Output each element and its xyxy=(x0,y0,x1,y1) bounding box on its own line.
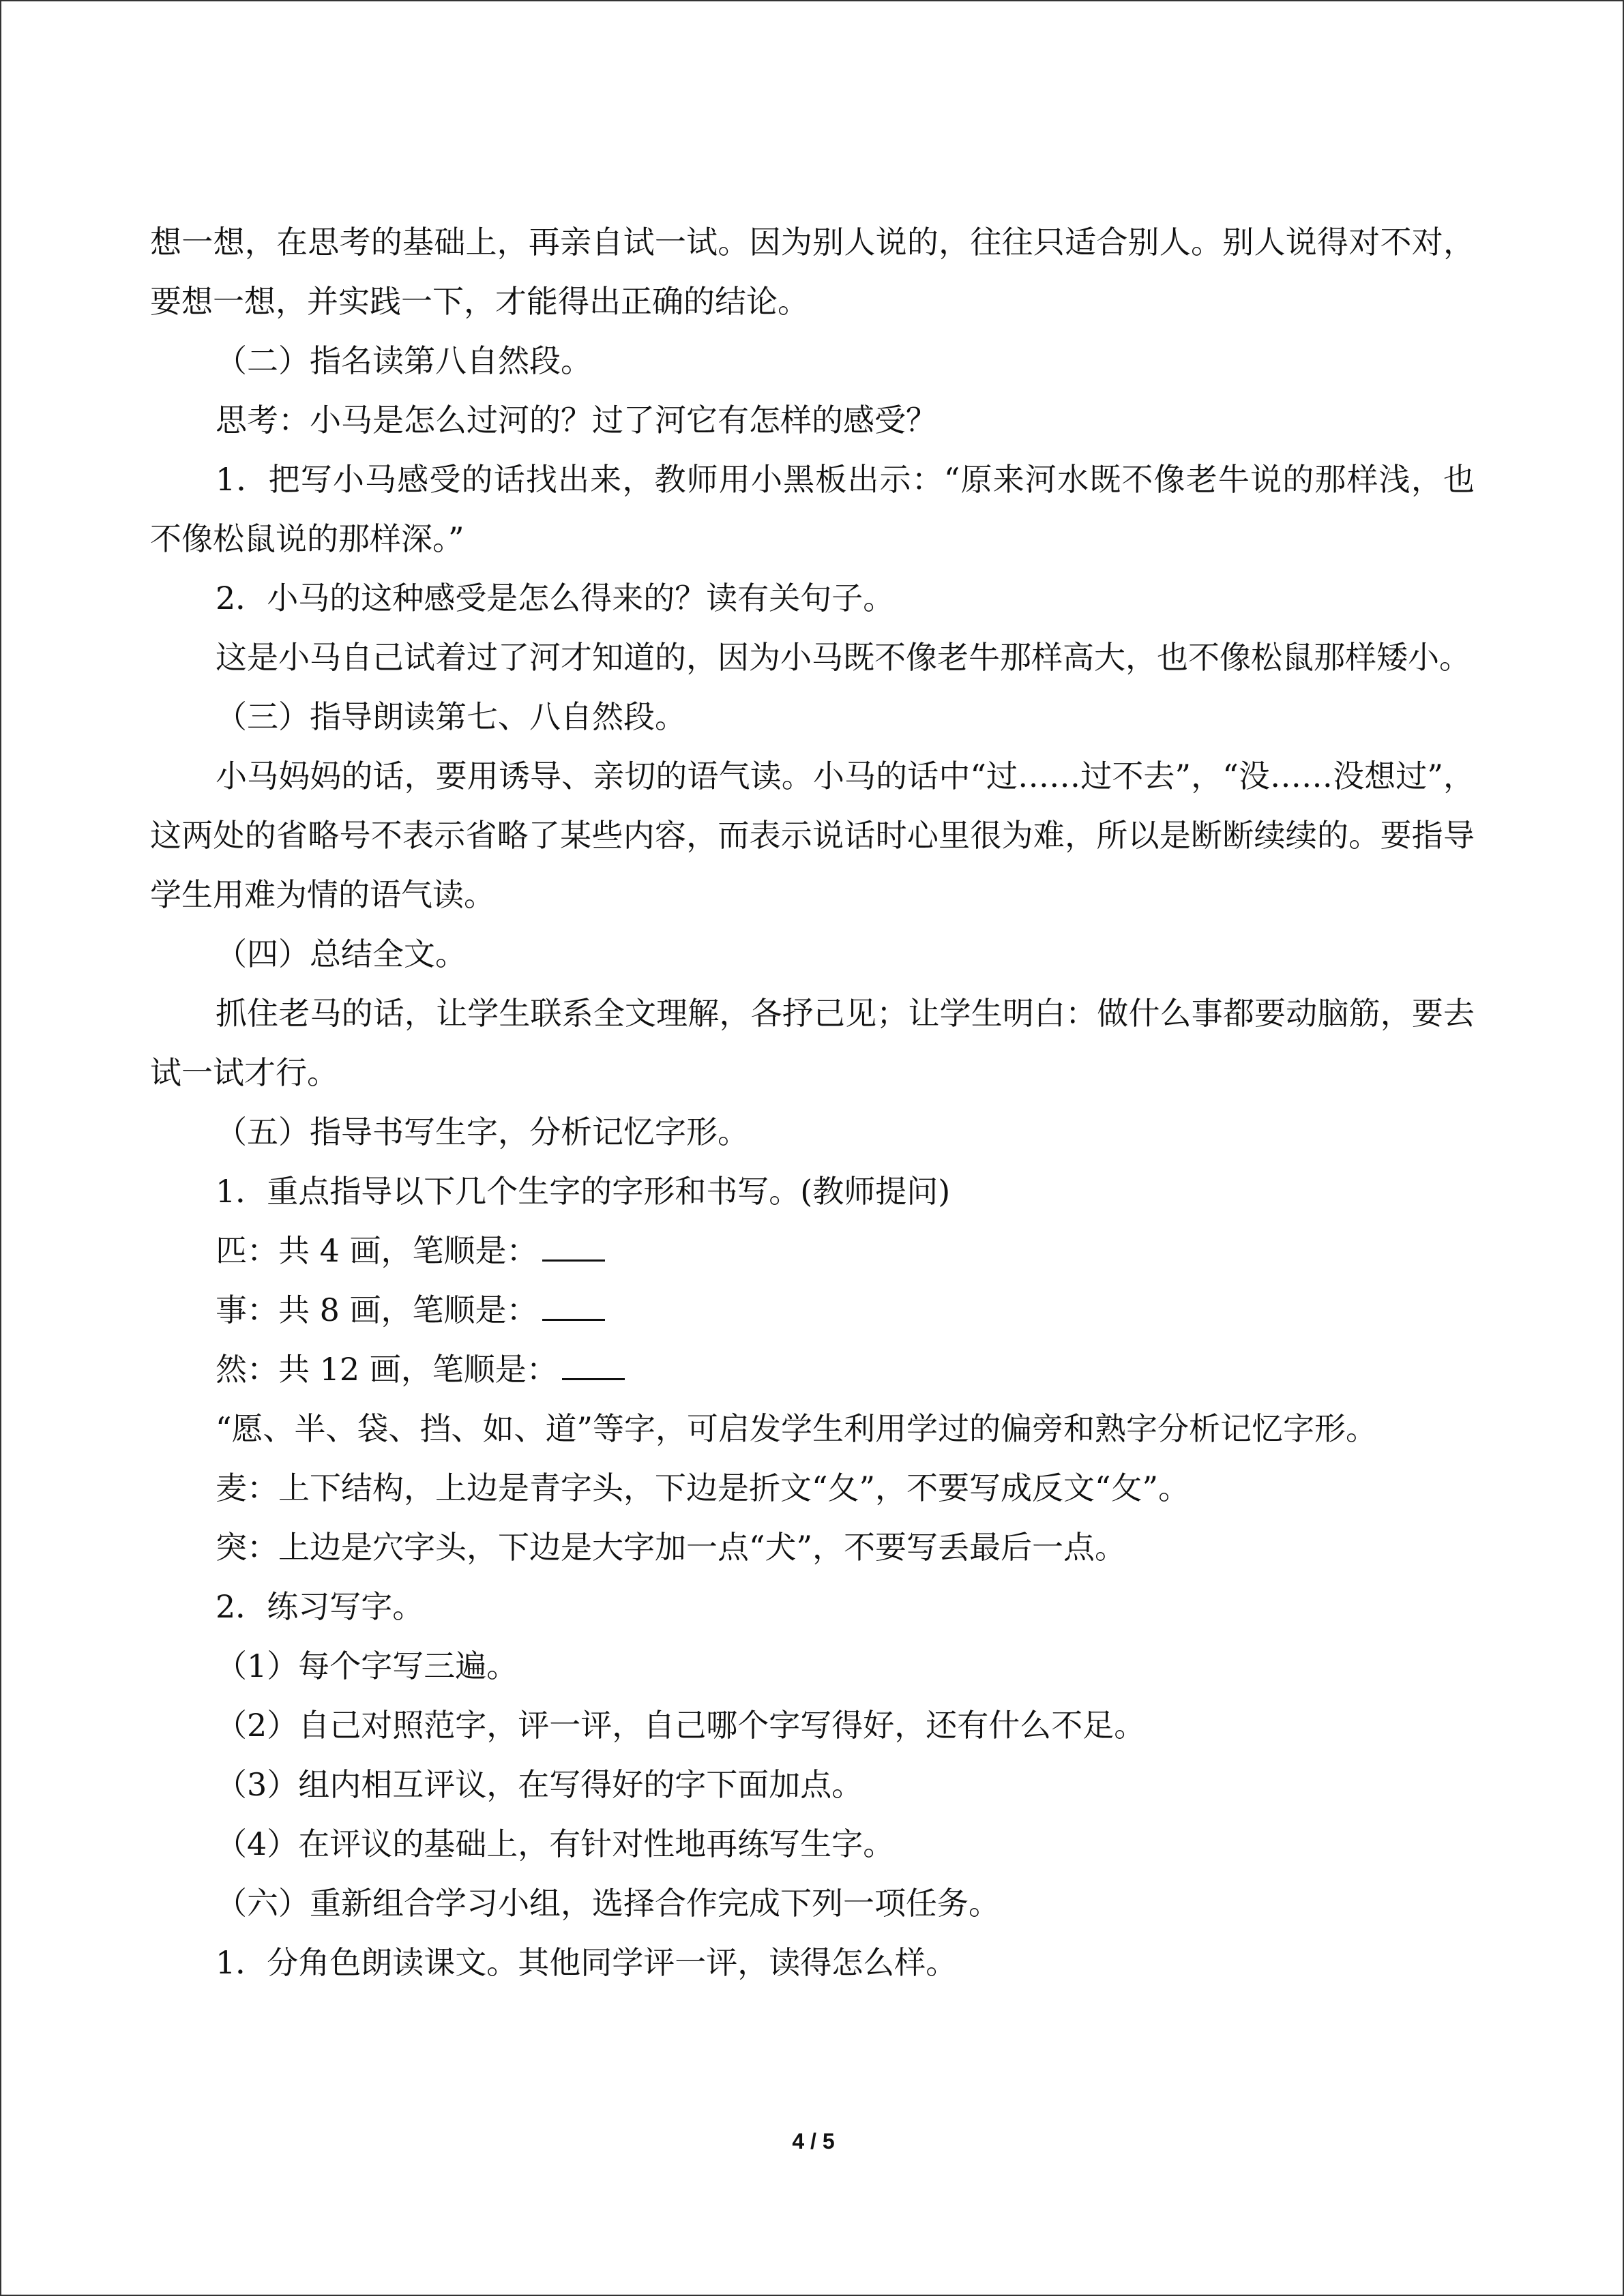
paragraph-question: 思考：小马是怎么过河的？过了河它有怎样的感受？ xyxy=(216,402,937,438)
stroke-order-text-ran: 然：共 12 画，笔顺是： xyxy=(216,1351,558,1388)
section-heading-6: （六）重新组合学习小组，选择合作完成下列一项任务。 xyxy=(216,1885,1000,1922)
paragraph-character-tu: 突：上边是穴字头，下边是大字加一点“犬”，不要写丢最后一点。 xyxy=(216,1529,1127,1566)
page-number: 4 / 5 xyxy=(792,2129,835,2153)
stroke-order-text-pi: 匹：共 4 画，笔顺是： xyxy=(216,1232,538,1269)
paragraph-character-analysis: “愿、半、袋、挡、如、道”等字，可启发学生利用学过的偏旁和熟字分析记忆字形。 xyxy=(216,1410,1378,1447)
section-heading-2: （二）指名读第八自然段。 xyxy=(216,342,592,379)
paragraph-task-1: 1．分角色朗读课文。其他同学评一评，读得怎么样。 xyxy=(216,1944,958,1981)
section-heading-4: （四）总结全文。 xyxy=(216,936,467,972)
paragraph-reading-guide: 小马妈妈的话，要用诱导、亲切的语气读。小马的话中“过……过不去”，“没……没想过”，这两处的省略号不表示省略了某些内容，而表示说话时心里很为难，所以是断断续续的。要指导学生用难为情的语气读。 xyxy=(150,758,1475,913)
practice-step-2: （2）自己对照范字，评一评，自己哪个字写得好，还有什么不足。 xyxy=(216,1707,1146,1744)
blank-line xyxy=(542,1292,605,1321)
paragraph-continuation: 想一想，在思考的基础上，再亲自试一试。因为别人说的，往往只适合别人。别人说得对不对，要想一想，并实践一下，才能得出正确的结论。 xyxy=(150,224,1475,320)
section-heading-3: （三）指导朗读第七、八自然段。 xyxy=(216,698,686,735)
paragraph-writing-item-1: 1．重点指导以下几个生字的字形和书写。(教师提问) xyxy=(216,1173,951,1210)
practice-step-4: （4）在评议的基础上，有针对性地再练写生字。 xyxy=(216,1825,895,1862)
document-body xyxy=(150,213,1475,1993)
stroke-order-line-shi xyxy=(150,1281,1475,1340)
stroke-order-line-ran xyxy=(150,1340,1475,1399)
paragraph-character-mai: 麦：上下结构，上边是青字头，下边是折文“夂”，不要写成反文“攵”。 xyxy=(216,1470,1190,1506)
section-heading-5: （五）指导书写生字，分析记忆字形。 xyxy=(216,1114,749,1150)
stroke-order-text-shi: 事：共 8 画，笔顺是： xyxy=(216,1292,538,1328)
practice-step-1: （1）每个字写三遍。 xyxy=(216,1648,518,1684)
blank-line xyxy=(542,1232,605,1262)
blank-line xyxy=(562,1351,625,1380)
paragraph-explanation: 这是小马自己试着过了河才知道的，因为小马既不像老牛那样高大，也不像松鼠那样矮小。 xyxy=(216,639,1471,676)
paragraph-summary: 抓住老马的话，让学生联系全文理解，各抒己见；让学生明白：做什么事都要动脑筋，要去试一试才行。 xyxy=(150,995,1475,1091)
paragraph-writing-item-2: 2．练习写字。 xyxy=(216,1588,424,1625)
paragraph-item-2: 2．小马的这种感受是怎么得来的？读有关句子。 xyxy=(216,580,895,616)
practice-step-3: （3）组内相互评议，在写得好的字下面加点。 xyxy=(216,1766,863,1803)
paragraph-item-1: 1．把写小马感受的话找出来，教师用小黑板出示：“原来河水既不像老牛说的那样浅，也不像松鼠说的那样深。” xyxy=(150,461,1475,557)
stroke-order-line-pi xyxy=(150,1221,1475,1281)
